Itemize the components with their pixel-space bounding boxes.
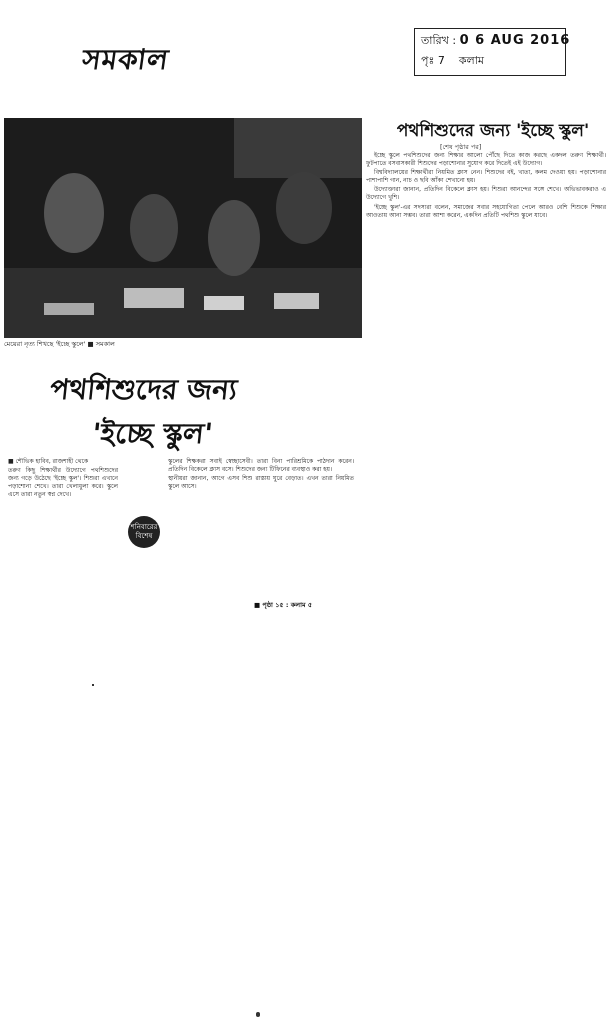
paragraph: বিশ্ববিদ্যালয়ের শিক্ষার্থীরা নিয়মিত ক্লাস নেন। শিশুদের বই, খাতা, কলম দেওয়া হয়। পড়াশোনার পাশাপাশি গান, নাচ ও ছবি আঁকা শেখানো হয়। [366, 169, 606, 185]
paragraph: ইচ্ছে স্কুলে পথশিশুদের জন্য শিক্ষার আলো পৌঁছে দিতে কাজ করছে একদল তরুণ শিক্ষার্থী। ফুটপাতে বসবাসকারী শিশুদের পড়াশোনার সুযোগ করে দিতেই এই উদ্যোগ। [366, 152, 606, 168]
special-badge: শনিবারের বিশেষ [128, 516, 160, 548]
paragraph: ■ শৌভিক হাবিব, রাজশাহী থেকে [8, 458, 89, 465]
paragraph: 'ইচ্ছে স্কুল'-এর সদস্যরা বলেন, সমাজের সবার সহযোগিতা পেলে আরও বেশি শিশুকে শিক্ষার আওতায় আনা সম্ভব। তারা আশা করেন, একদিন প্রতিটি পথশিশু স্কুলে যাবে। [366, 203, 606, 219]
clipping-date-stamp: তারিখ : 0 6 AUG 2016 পৃঃ 7 কলাম [414, 28, 566, 76]
scan-speck [92, 684, 94, 686]
main-headline-line2: 'ইচ্ছে স্কুল' [90, 417, 215, 450]
article-photo [4, 118, 362, 338]
newspaper-masthead: সমকাল [79, 43, 172, 76]
right-article-byline: [শেষ পৃষ্ঠার পর] [440, 143, 482, 151]
paragraph: তরুণ কিছু শিক্ষার্থীর উদ্যোগে পথশিশুদের জন্য গড়ে উঠেছে 'ইচ্ছে স্কুল'। শিশুরা এখানে পড়াশোনা শেখে। তারা খেলাধুলা করে। স্কুলে এসে তারা নতুন স্বপ্ন দেখে। [8, 467, 118, 499]
main-headline-line1: পথশিশুদের জন্য [48, 373, 239, 406]
page-value: 7 [437, 54, 445, 67]
continued-on-page: ■ পৃষ্ঠা ১৫ : কলাম ৫ [254, 601, 313, 609]
paragraph: স্থানীয়রা জানান, আগে এসব শিশু রাস্তায় ঘুরে বেড়াত। এখন তারা নিয়মিত স্কুলে আসে। [168, 475, 354, 491]
page-label: পৃঃ [421, 54, 435, 67]
paragraph: স্কুলের শিক্ষকরা সবাই স্বেচ্ছাসেবী। তারা বিনা পারিশ্রমিকে পাঠদান করেন। প্রতিদিন বিকেলে ক্লাস বসে। শিশুদের জন্য টিফিনের ব্যবস্থাও করা হয়। [168, 458, 354, 474]
paragraph: উদ্যোক্তারা জানান, প্রতিদিন বিকেলে ক্লাস হয়। শিশুরা আনন্দের সঙ্গে শেখে। অভিভাবকরাও এ উদ্যোগে খুশি। [366, 186, 606, 202]
right-article-body [366, 152, 606, 657]
date-label: তারিখ [421, 34, 449, 47]
left-article-column-1 [8, 458, 118, 614]
right-article-headline: পথশিশুদের জন্য 'ইচ্ছে স্কুল' [396, 121, 590, 141]
scan-speck [256, 1012, 260, 1017]
date-value: 0 6 AUG 2016 [459, 33, 571, 48]
photo-caption: মেয়েরা নৃত্য শিখছে 'ইচ্ছে স্কুলে' ■ সমকাল [4, 340, 115, 348]
left-article-column-2 [168, 458, 354, 614]
column-label: কলাম [458, 54, 485, 67]
